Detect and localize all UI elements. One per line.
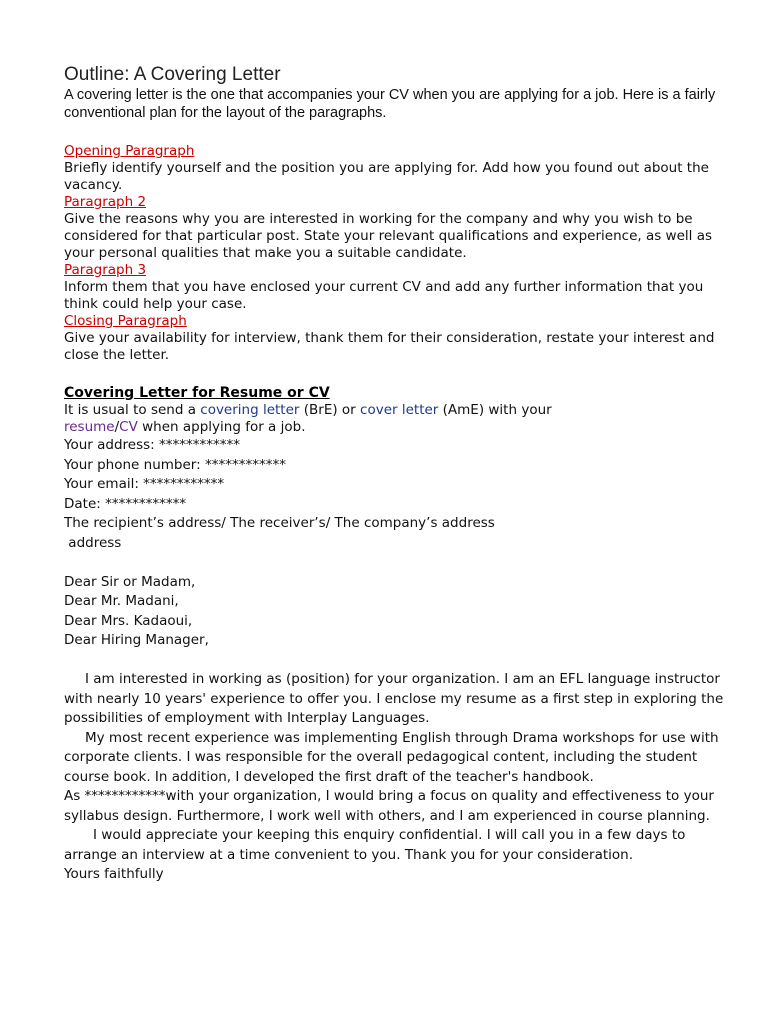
address-block [64, 436, 724, 553]
section-body: Briefly identify yourself and the position you are applying for. Add how you found out about the vacancy. [64, 160, 709, 193]
intro-text: A covering letter is the one that accompanies your CV when you are applying for a job. Here is a fairly conventional plan for the layout of the paragraphs. [64, 87, 716, 121]
document-title: Outline: A Covering Letter [64, 64, 281, 85]
covering-letter-link[interactable]: covering letter [200, 402, 300, 418]
salutation-line: Dear Hiring Manager, [64, 632, 209, 648]
section-body: Give your availability for interview, thank them for their consideration, restate your interest and close the letter. [64, 330, 715, 363]
section-heading: Paragraph 2 [64, 194, 147, 210]
salutation-line: Dear Mrs. Kadaoui, [64, 612, 193, 629]
cover-letter-link[interactable]: cover letter [360, 402, 439, 418]
spacer [64, 553, 724, 573]
section-heading: Closing Paragraph [64, 313, 187, 329]
outline-section-closing [64, 313, 724, 364]
address-line: Your phone number: ************ [64, 456, 286, 473]
outline-section-opening [64, 143, 724, 194]
document-page [64, 64, 724, 885]
letter-body [64, 670, 724, 885]
address-line: Your email: ************ [64, 476, 225, 492]
usage-text: when applying for a job. [137, 419, 306, 435]
letter-paragraph: I am interested in working as (position) for your organization. I am an EFL language instructor with nearly 10 years' experience to offer you. I enclose my resume as a first step in exploring the possibilities of employment with Interplay Languages. [64, 671, 724, 726]
address-line: Date: ************ [64, 495, 187, 512]
cover-letter-heading: Covering Letter for Resume or CV [64, 385, 330, 401]
usage-note [64, 402, 724, 436]
address-line: Your address: ************ [64, 437, 240, 453]
section-heading: Opening Paragraph [64, 143, 195, 159]
salutation-line: Dear Sir or Madam, [64, 573, 196, 590]
spacer [64, 122, 724, 143]
section-body: Inform them that you have enclosed your current CV and add any further information that you think could help your case. [64, 279, 704, 312]
usage-text: / [114, 419, 120, 435]
section-body: Give the reasons why you are interested in working for the company and why you wish to be considered for that particular post. State your relevant qualifications and experience, as well as your personal qualities that make you a suitable candidate. [64, 211, 713, 261]
letter-paragraph: I would appreciate your keeping this enquiry confidential. I will call you in a few days to arrange an interview at a time convenient to you. Thank you for your consideration. [64, 827, 686, 863]
spacer [64, 364, 724, 384]
usage-text: (BrE) or [299, 402, 361, 418]
section-heading: Paragraph 3 [64, 262, 147, 278]
outline-section-paragraph-2 [64, 194, 724, 262]
usage-text: It is usual to send a [64, 402, 201, 418]
salutation-block [64, 573, 724, 651]
letter-paragraph: My most recent experience was implementing English through Drama workshops for use with corporate clients. I was responsible for the overall pedagogical content, including the student course book. In addition, I developed the first draft of the teacher's handbook. [64, 729, 719, 785]
address-line: The recipient’s address/ The receiver’s/ The company’s address [64, 515, 495, 531]
address-line: address [64, 534, 122, 551]
outline-section-paragraph-3 [64, 262, 724, 313]
resume-link[interactable]: resume [64, 419, 115, 435]
salutation-line: Dear Mr. Madani, [64, 593, 179, 609]
cv-link[interactable]: CV [119, 419, 138, 435]
letter-paragraph: As ************with your organization, I would bring a focus on quality and effectiveness to your syllabus design. Furthermore, I work well with others, and I am experienced in course planning. [64, 788, 714, 824]
usage-text: (AmE) with your [438, 402, 552, 418]
spacer [64, 651, 724, 671]
letter-closing: Yours faithfully [64, 866, 164, 882]
